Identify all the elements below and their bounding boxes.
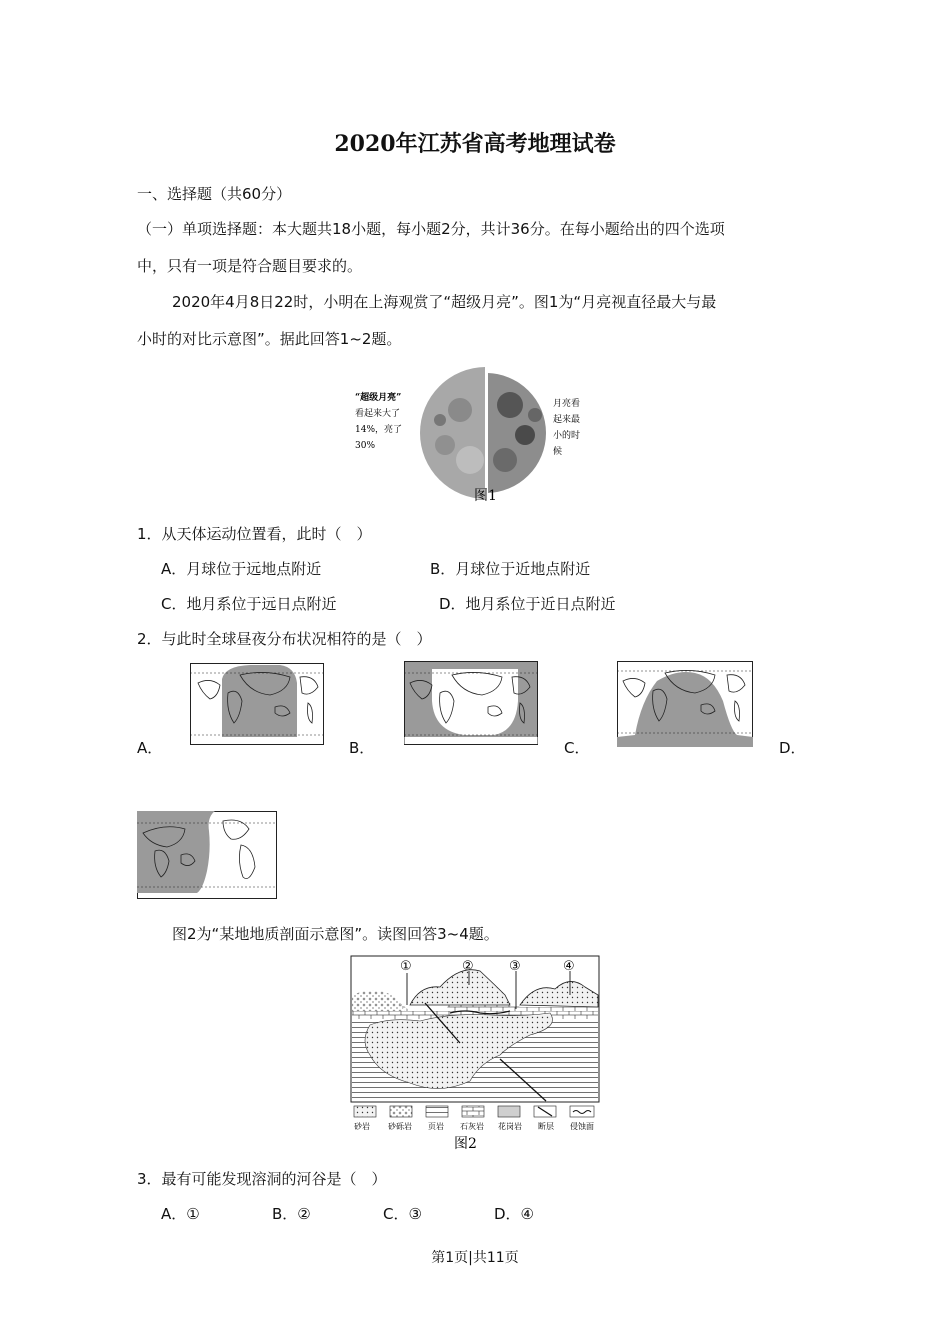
page-title: 2020年江苏省高考地理试卷 xyxy=(334,131,616,157)
passage-1-line-2: 小时的对比示意图”。据此回答1~2题。 xyxy=(137,330,402,348)
instruction-line-2: 中，只有一项是符合题目要求的。 xyxy=(137,257,363,275)
legend-shale: 页岩 xyxy=(428,1122,444,1131)
q2-stem: 2．与此时全球昼夜分布状况相符的是（ ） xyxy=(137,630,432,648)
fig1-left-text-2: 14%，亮了 xyxy=(355,425,403,435)
legend-conglomerate: 砂砾岩 xyxy=(388,1122,412,1131)
fig1-right-text-3: 候 xyxy=(553,447,563,457)
q2-label-c[interactable]: C． xyxy=(564,739,590,757)
section-heading: 一、选择题（共60分） xyxy=(137,185,292,203)
fig2-marker-4: ④ xyxy=(563,959,575,974)
q3-option-c[interactable]: C．③ xyxy=(383,1205,422,1223)
q2-label-a[interactable]: A． xyxy=(137,739,163,757)
fig2-caption: 图2 xyxy=(454,1136,477,1152)
fig1-right-text-2: 小的时 xyxy=(553,431,581,441)
passage-1-line-1: 2020年4月8日22时，小明在上海观赏了“超级月亮”。图1为“月亮视直径最大与最 xyxy=(172,293,717,311)
q2-map-b xyxy=(404,661,538,745)
q1-option-d[interactable]: D．地月系位于近日点附近 xyxy=(439,595,616,613)
legend-limestone: 石灰岩 xyxy=(460,1122,484,1131)
legend-sandstone: 砂岩 xyxy=(354,1122,370,1131)
legend-granite: 花岗岩 xyxy=(498,1122,522,1131)
fig1-left-text-3: 30% xyxy=(355,441,376,451)
fig2-marker-1: ① xyxy=(400,959,412,974)
page-footer: 第1页|共11页 xyxy=(431,1250,519,1266)
legend-fault: 断层 xyxy=(538,1122,554,1131)
q1-option-b[interactable]: B．月球位于近地点附近 xyxy=(430,560,591,578)
q2-label-b[interactable]: B． xyxy=(349,739,375,757)
q3-stem: 3．最有可能发现溶洞的河谷是（ ） xyxy=(137,1170,387,1188)
passage-2: 图2为“某地地质剖面示意图”。读图回答3~4题。 xyxy=(172,925,499,943)
q2-map-d xyxy=(137,811,277,899)
q3-option-b[interactable]: B．② xyxy=(272,1205,311,1223)
instruction-line-1: （一）单项选择题：本大题共18小题，每小题2分，共计36分。在每小题给出的四个选项 xyxy=(137,220,725,238)
legend-erosion-surface: 侵蚀面 xyxy=(570,1122,594,1131)
q1-option-c[interactable]: C．地月系位于远日点附近 xyxy=(161,595,337,613)
q2-label-d[interactable]: D． xyxy=(779,739,806,757)
figure-2-geology xyxy=(350,955,602,1155)
q2-map-c xyxy=(617,661,753,747)
fig1-right-text-1: 起来最 xyxy=(553,415,581,425)
fig1-left-text-1: 看起来大了 xyxy=(355,409,401,419)
q1-stem: 1．从天体运动位置看，此时（ ） xyxy=(137,525,372,543)
fig2-marker-3: ③ xyxy=(509,959,521,974)
q3-option-d[interactable]: D．④ xyxy=(494,1205,534,1223)
fig1-right-text-0: 月亮看 xyxy=(553,399,581,409)
figure-1-moon xyxy=(350,360,600,510)
q1-option-a[interactable]: A．月球位于远地点附近 xyxy=(161,560,322,578)
q2-map-a xyxy=(190,663,324,745)
fig1-caption: 图1 xyxy=(474,488,497,504)
fig1-left-text-0: “超级月亮” xyxy=(355,393,402,403)
fig2-marker-2: ② xyxy=(462,959,474,974)
q3-option-a[interactable]: A．① xyxy=(161,1205,200,1223)
